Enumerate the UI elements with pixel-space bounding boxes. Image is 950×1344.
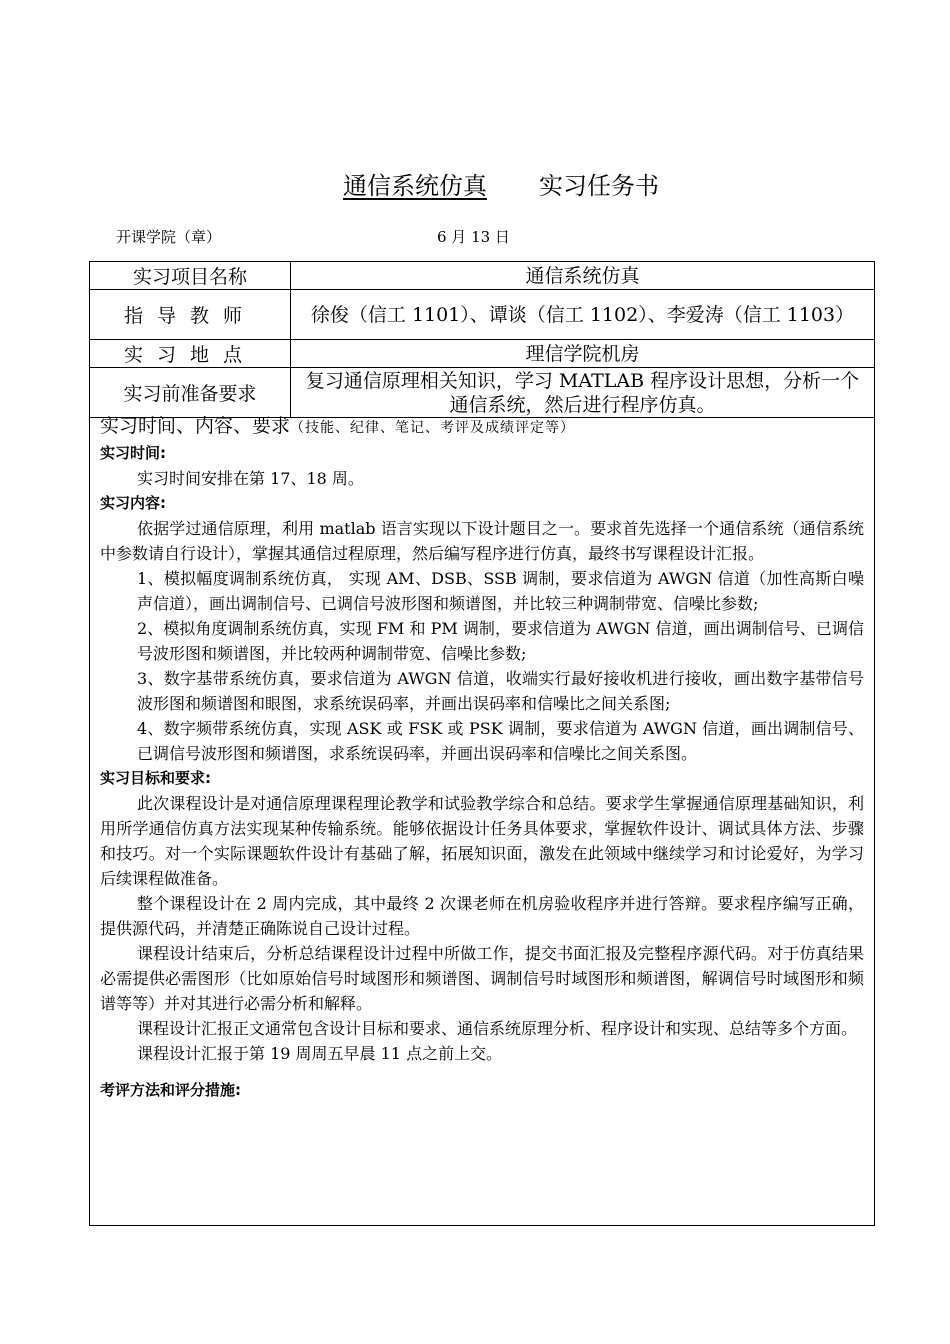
content-intro: 依据学过通信原理，利用 matlab 语言实现以下设计题目之一。要求首先选择一个通信系统（通信系统中参数请自行设计），掌握其通信过程原理，然后编写程序进行仿真，最终书写课程设计汇报。 — [100, 519, 864, 563]
time-heading: 实习时间: — [100, 444, 166, 462]
spacer — [100, 1066, 864, 1078]
label-teacher: 指导教师 — [90, 290, 291, 340]
college-label: 开课学院（章） — [116, 228, 222, 246]
topic-item: 3、数字基带系统仿真，要求信道为 AWGN 信道，收端实行最好接收机进行接收，画出数字基带信号波形图和频谱图和眼图，求系统误码率，并画出误码率和信噪比之间关系图; — [137, 669, 864, 713]
value-location: 理信学院机房 — [291, 340, 875, 368]
eval-heading: 考评方法和评分措施: — [100, 1081, 241, 1099]
label-project-name: 实习项目名称 — [90, 262, 291, 290]
info-row-location — [90, 340, 875, 368]
goals-paragraph: 整个课程设计在 2 周内完成，其中最终 2 次课老师在机房验收程序并进行答辩。要求程序编写正确，提供源代码，并清楚正确陈说自己设计过程。 — [100, 894, 864, 938]
label-prep: 实习前准备要求 — [90, 368, 291, 418]
info-row-teacher — [90, 290, 875, 340]
value-project-name: 通信系统仿真 — [291, 262, 875, 290]
value-teacher: 徐俊（信工 1101）、谭谈（信工 1102）、李爱涛（信工 1103） — [291, 290, 875, 340]
content-box — [89, 414, 875, 1226]
label-location: 实习地点 — [90, 340, 291, 368]
topic-item: 1、模拟幅度调制系统仿真， 实现 AM、DSB、SSB 调制，要求信道为 AWGN 信道（加性高斯白噪声信道），画出调制信号、已调信号波形图和频谱图，并比较三种调制带宽、信噪比参数; — [137, 569, 864, 613]
goals-paragraph: 课程设计汇报正文通常包含设计目标和要求、通信系统原理分析、程序设计和实现、总结等多个方面。 — [137, 1019, 858, 1038]
goals-paragraph: 课程设计结束后，分析总结课程设计过程中所做工作，提交书面汇报及完整程序源代码。对于仿真结果必需提供必需图形（比如原始信号时域图形和频谱图、调制信号时域图形和频谱图，解调信号时域图形和频谱等等）并对其进行必需分析和解释。 — [100, 944, 864, 1013]
goals-paragraph: 此次课程设计是对通信原理课程理论教学和试验教学综合和总结。要求学生掌握通信原理基础知识，利用所学通信仿真方法实现某种传输系统。能够依据设计任务具体要求，掌握软件设计、调试具体方法、步骤和技巧。对一个实际课题软件设计有基础了解，拓展知识面，激发在此领域中继续学习和讨论爱好，为学习后续课程做准备。 — [100, 794, 864, 888]
title-course: 通信系统仿真 — [343, 172, 487, 200]
content-heading: 实习内容: — [100, 494, 166, 512]
title-suffix: 实习任务书 — [539, 172, 659, 200]
section-title — [100, 414, 864, 441]
info-table — [89, 261, 875, 418]
date: 6 月 13 日 — [437, 228, 510, 246]
topic-item: 2、模拟角度调制系统仿真，实现 FM 和 PM 调制，要求信道为 AWGN 信道，画出调制信号、已调信号波形图和频谱图，并比较两种调制带宽、信噪比参数; — [137, 619, 864, 663]
section-title-text: 实习时间、内容、要求 — [100, 415, 291, 437]
goals-paragraph: 课程设计汇报于第 19 周周五早晨 11 点之前上交。 — [137, 1044, 503, 1063]
goals-heading: 实习目标和要求: — [100, 769, 211, 787]
topic-item: 4、数字频带系统仿真，实现 ASK 或 FSK 或 PSK 调制，要求信道为 AWGN 信道，画出调制信号、已调信号波形图和频谱图，求系统误码率，并画出误码率和信噪比之间关系图。 — [137, 719, 864, 763]
info-row-prep — [90, 368, 875, 418]
value-prep: 复习通信原理相关知识，学习 MATLAB 程序设计思想，分析一个通信系统，然后进行程序仿真。 — [291, 368, 875, 418]
time-text: 实习时间安排在第 17、18 周。 — [137, 469, 364, 488]
info-row-project — [90, 262, 875, 290]
section-title-note: （技能、纪律、笔记、考评及成绩评定等） — [290, 420, 576, 436]
page-title — [0, 166, 950, 201]
